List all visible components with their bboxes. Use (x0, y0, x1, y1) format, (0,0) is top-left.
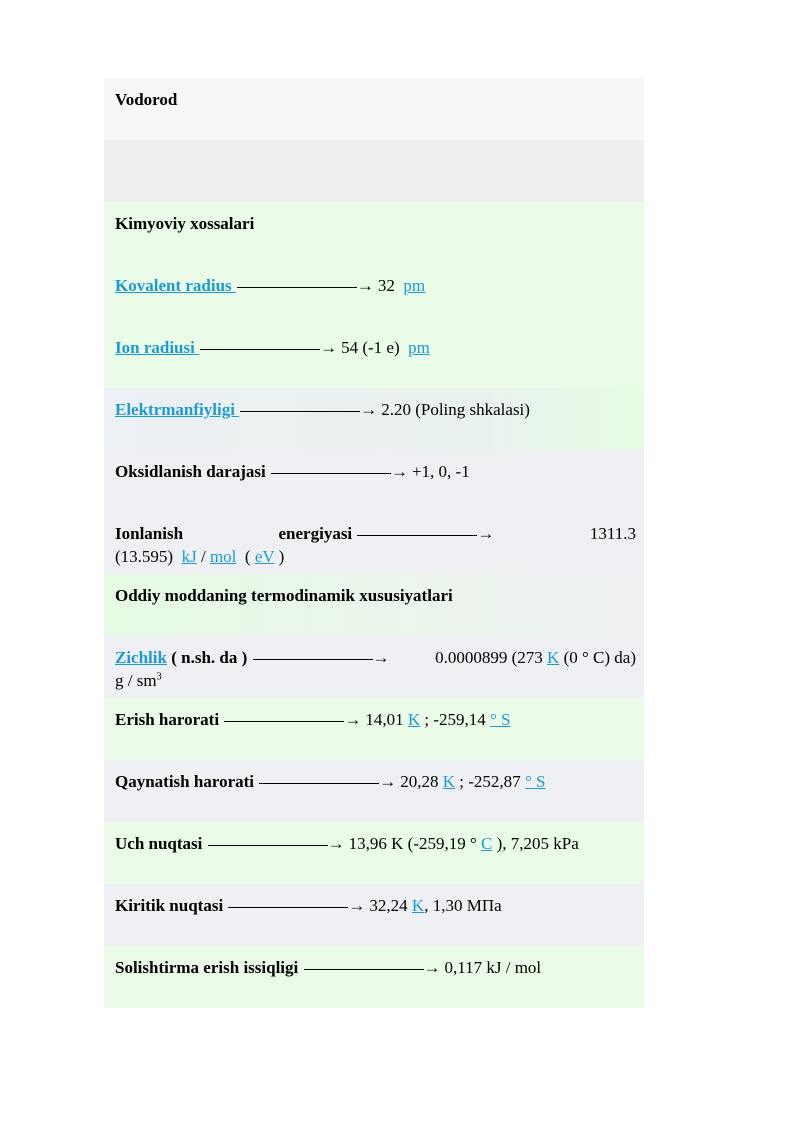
oxidation-label: Oksidlanish darajasi (115, 462, 270, 481)
paren-close: ) (274, 547, 285, 566)
triple-point-value-2: ), 7,205 kPa (492, 834, 579, 853)
melting-label: Erish harorati (115, 710, 224, 729)
leader-line (200, 349, 320, 350)
leader-line (271, 473, 391, 474)
ionization-label-b: energiyasi (278, 524, 357, 543)
density-line2 (115, 669, 636, 692)
kelvin-unit-link[interactable]: K (547, 648, 560, 667)
arrow-icon: → (320, 338, 338, 357)
ionization-ev-value: (13.595) (115, 547, 174, 566)
ionization-line2 (115, 545, 636, 568)
kelvin-unit-link[interactable]: K (407, 710, 421, 729)
leader-line (228, 907, 348, 908)
triple-point-row (104, 822, 644, 884)
properties-table (104, 78, 644, 1008)
triple-point-label: Uch nuqtasi (115, 834, 207, 853)
leader-line (259, 783, 379, 784)
arrow-icon: → (360, 400, 378, 419)
density-value-2: (0 ° C) da) (559, 648, 636, 667)
celsius-unit-link[interactable]: ° S (489, 710, 511, 729)
title-row (104, 78, 644, 140)
leader-line (240, 411, 360, 412)
section-thermo-heading: Oddiy moddaning termodinamik xususiyatlari (115, 586, 453, 605)
leader-line (237, 287, 357, 288)
fusion-heat-row (104, 946, 644, 1008)
spacer-row (104, 140, 644, 202)
ionization-value: 1311.3 (589, 524, 636, 543)
leader-line (208, 845, 328, 846)
ionization-label-a: Ionlanish (115, 524, 184, 543)
slash-text: / (196, 547, 210, 566)
critical-point-row (104, 884, 644, 946)
leader-line (224, 721, 344, 722)
density-unit-exponent: 3 (156, 671, 162, 683)
celsius-unit-link[interactable]: C (481, 834, 493, 853)
section-chemical-heading: Kimyoviy xossalari (115, 214, 255, 233)
arrow-icon: → (379, 772, 397, 791)
covalent-radius-value: 32 (377, 276, 395, 295)
electronegativity-row (104, 388, 644, 450)
celsius-unit-link[interactable]: ° S (524, 772, 546, 791)
fusion-heat-value: 0,117 kJ / mol (444, 958, 542, 977)
arrow-icon: → (477, 524, 495, 543)
density-row (104, 636, 644, 698)
boiling-row (104, 760, 644, 822)
boiling-label: Qaynatish harorati (115, 772, 259, 791)
arrow-icon: → (327, 834, 345, 853)
density-value: 0.0000899 (273 (435, 648, 548, 667)
ion-radius-row (104, 326, 644, 388)
ionization-row (104, 512, 644, 574)
melting-celsius-value: ; -259,14 (420, 710, 490, 729)
ion-radius-link[interactable]: Ion radiusi (115, 338, 200, 357)
triple-point-value: 13,96 K (-259,19 ° (348, 834, 482, 853)
boiling-celsius-value: ; -252,87 (455, 772, 525, 791)
arrow-icon: → (344, 710, 362, 729)
leader-line (357, 535, 477, 536)
pm-unit-link[interactable]: pm (408, 338, 430, 357)
section-thermo-row (104, 574, 644, 636)
kj-unit-link[interactable]: kJ (181, 547, 197, 566)
leader-line (304, 969, 424, 970)
ion-radius-value: 54 (-1 e) (341, 338, 400, 357)
oxidation-value: +1, 0, -1 (411, 462, 470, 481)
element-title: Vodorod (115, 90, 178, 109)
density-unit: g / sm (115, 671, 157, 690)
critical-point-value: 32,24 (369, 896, 412, 915)
arrow-icon: → (356, 276, 374, 295)
density-link[interactable]: Zichlik (115, 648, 167, 667)
melting-value: 14,01 (365, 710, 408, 729)
leader-line (253, 659, 373, 660)
melting-row (104, 698, 644, 760)
covalent-radius-link[interactable]: Kovalent radius (115, 276, 236, 295)
arrow-icon: → (372, 648, 390, 667)
electronegativity-link[interactable]: Elektrmanfiyligi (115, 400, 240, 419)
arrow-icon: → (348, 896, 366, 915)
paren-open: ( (244, 547, 255, 566)
section-chemical-row (104, 202, 644, 264)
electronegativity-value: 2.20 (Poling shkalasi) (381, 400, 530, 419)
critical-point-label: Kiritik nuqtasi (115, 896, 228, 915)
mol-unit-link[interactable]: mol (209, 547, 237, 566)
ionization-line1 (115, 522, 636, 545)
ev-unit-link[interactable]: eV (254, 547, 275, 566)
covalent-radius-row (104, 264, 644, 326)
arrow-icon: → (390, 462, 408, 481)
density-label: ( n.sh. da ) (166, 648, 252, 667)
density-line1 (115, 646, 636, 669)
pm-unit-link[interactable]: pm (403, 276, 426, 295)
critical-point-value-2: , 1,30 МПа (424, 896, 502, 915)
boiling-value: 20,28 (400, 772, 443, 791)
arrow-icon: → (423, 958, 441, 977)
kelvin-unit-link[interactable]: K (442, 772, 456, 791)
kelvin-unit-link[interactable]: K (411, 896, 425, 915)
oxidation-row (104, 450, 644, 512)
fusion-heat-label: Solishtirma erish issiqligi (115, 958, 303, 977)
